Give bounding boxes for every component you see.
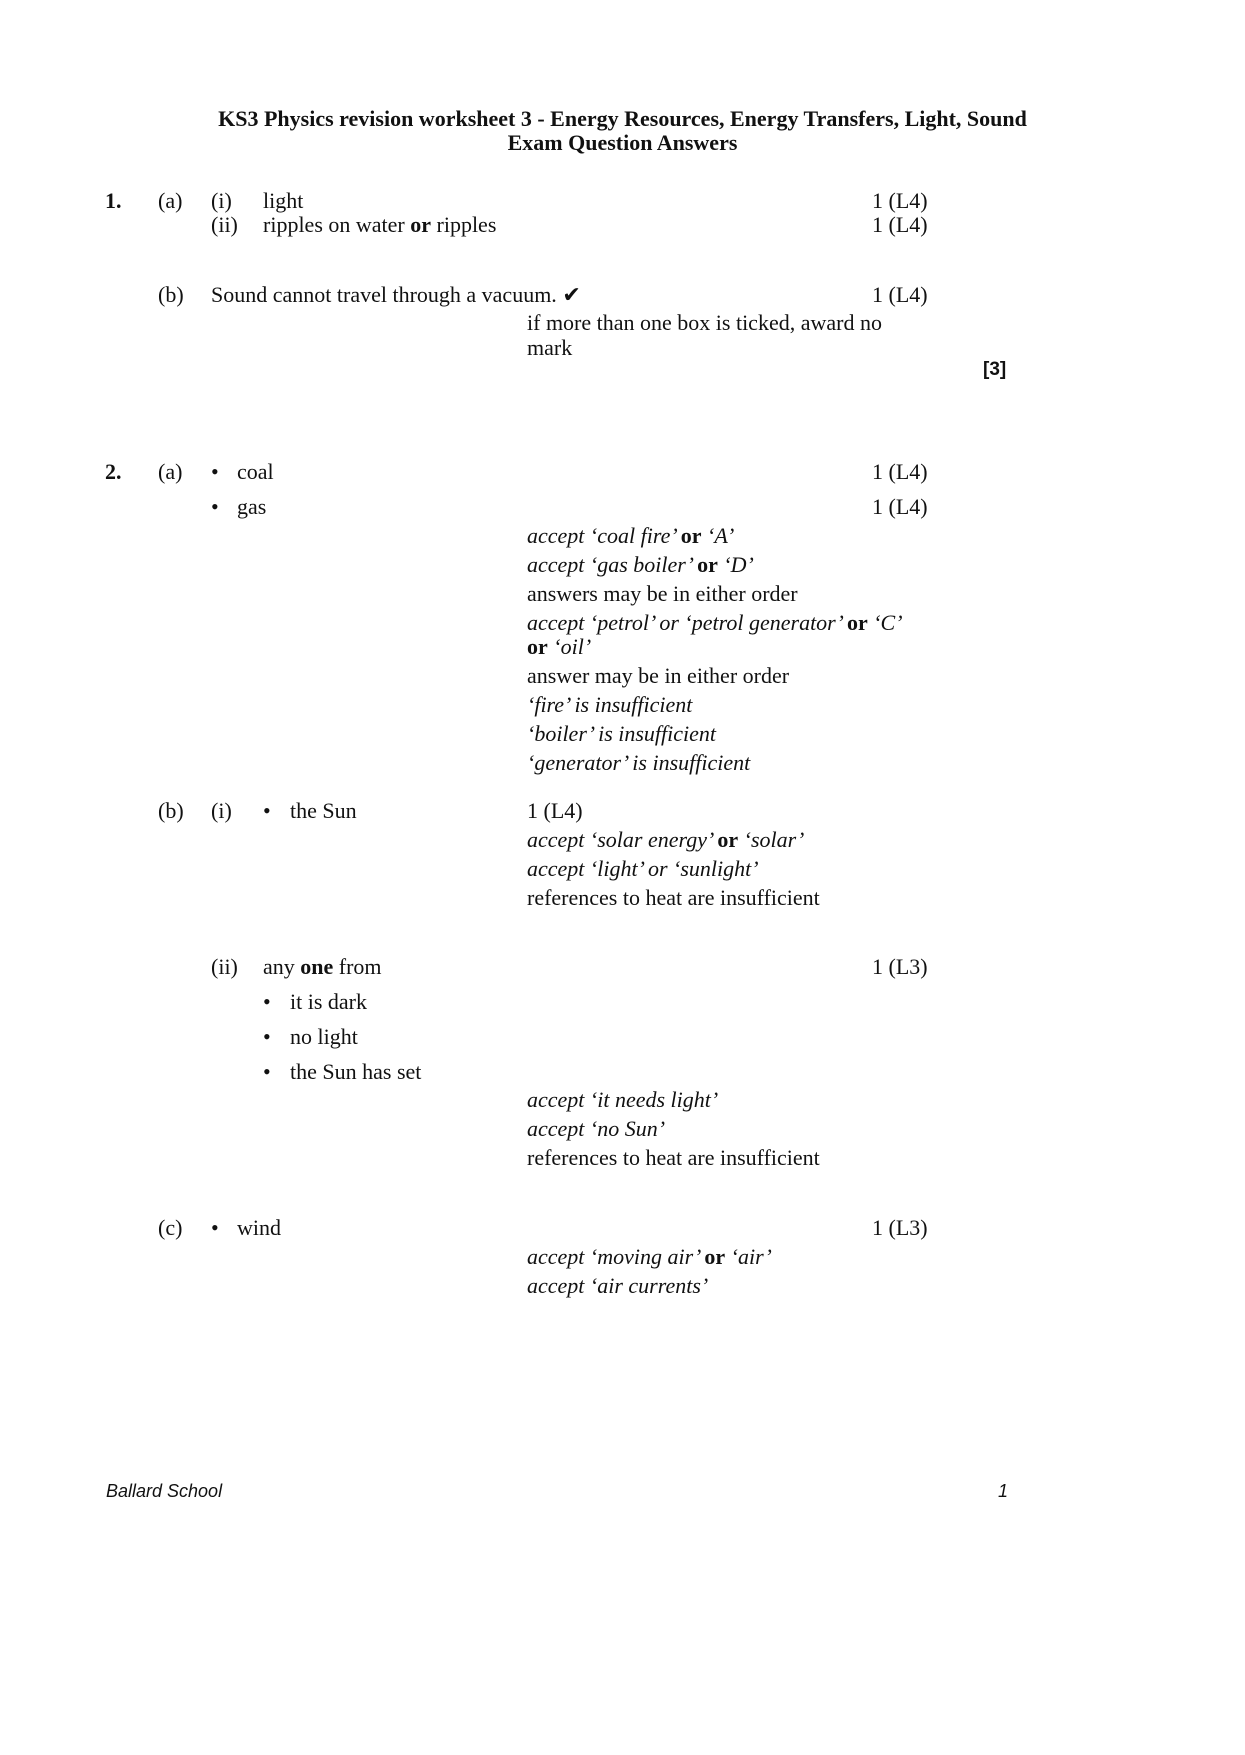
footer-school: Ballard School (106, 1481, 223, 1501)
marking-note: accept ‘light’ or ‘sunlight’ (527, 856, 759, 881)
marking-note: references to heat are insufficient (527, 1145, 820, 1170)
question-number: 2. (105, 459, 122, 484)
marking-note: ‘fire’ is insufficient (527, 692, 693, 717)
mark-value: 1 (L4) (872, 494, 928, 519)
bullet: • (263, 989, 271, 1014)
page-subtitle: Exam Question Answers (507, 130, 738, 155)
marking-note: mark (527, 335, 573, 360)
question-number: 1. (105, 188, 122, 213)
total-marks: [3] (983, 359, 1007, 380)
subpart-label: (i) (211, 798, 232, 823)
answer-text: it is dark (290, 989, 367, 1014)
answer-text: wind (237, 1215, 281, 1240)
answer-text: coal (237, 459, 274, 484)
marking-note: ‘generator’ is insufficient (527, 750, 751, 775)
part-label: (b) (158, 282, 184, 307)
part-label: (a) (158, 188, 183, 213)
bullet: • (211, 494, 219, 519)
mark-value: 1 (L3) (872, 1215, 928, 1240)
mark-value: 1 (L4) (872, 459, 928, 484)
answer-text: ripples on water or ripples (263, 212, 497, 237)
part-label: (c) (158, 1215, 183, 1240)
answer-text: no light (290, 1024, 358, 1049)
subpart-label: (ii) (211, 212, 238, 237)
marking-note: accept ‘moving air’ or ‘air’ (527, 1244, 772, 1269)
marking-note: accept ‘no Sun’ (527, 1116, 666, 1141)
bullet: • (263, 1024, 271, 1049)
marking-note: answer may be in either order (527, 663, 790, 688)
mark-value: 1 (L4) (872, 188, 928, 213)
mark-value: 1 (L4) (872, 282, 928, 307)
marking-note: accept ‘air currents’ (527, 1273, 709, 1298)
mark-value: 1 (L3) (872, 954, 928, 979)
marking-note: accept ‘coal fire’ or ‘A’ (527, 523, 735, 548)
marking-note: or ‘oil’ (527, 634, 592, 659)
answer-text: any one from (263, 954, 382, 979)
subpart-label: (i) (211, 188, 232, 213)
subpart-label: (ii) (211, 954, 238, 979)
marking-note: ‘boiler’ is insufficient (527, 721, 717, 746)
bullet: • (211, 459, 219, 484)
answer-text: gas (237, 494, 267, 519)
answer-text: Sound cannot travel through a vacuum. ✔ (211, 282, 581, 307)
bullet: • (263, 1059, 271, 1084)
page-title: KS3 Physics revision worksheet 3 - Energy Resources, Energy Transfers, Light, Sound (218, 106, 1027, 131)
page-number: 1 (998, 1481, 1009, 1501)
marking-note: accept ‘gas boiler’ or ‘D’ (527, 552, 754, 577)
part-label: (a) (158, 459, 183, 484)
mark-value: 1 (L4) (872, 212, 928, 237)
answer-text: light (263, 188, 304, 213)
bullet: • (211, 1215, 219, 1240)
marking-note: accept ‘petrol’ or ‘petrol generator’ or ‘C’ (527, 610, 903, 635)
answer-text: the Sun has set (290, 1059, 422, 1084)
marking-note: answers may be in either order (527, 581, 798, 606)
tick-icon: ✔ (562, 282, 581, 307)
bullet: • (263, 798, 271, 823)
marking-note: accept ‘it needs light’ (527, 1087, 719, 1112)
marking-note: references to heat are insufficient (527, 885, 820, 910)
marking-note: if more than one box is ticked, award no (527, 310, 882, 335)
marking-note: accept ‘solar energy’ or ‘solar’ (527, 827, 805, 852)
mark-value: 1 (L4) (527, 798, 583, 823)
part-label: (b) (158, 798, 184, 823)
answer-text: the Sun (290, 798, 357, 823)
